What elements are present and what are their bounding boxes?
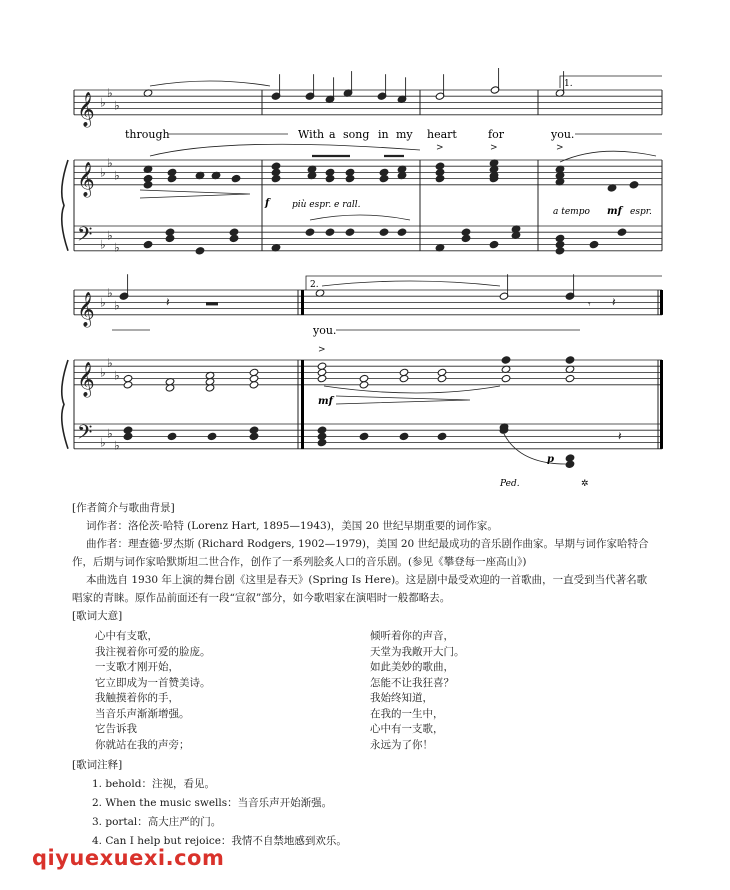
notehead	[249, 381, 259, 389]
treble-clef-icon: 𝄞	[77, 361, 95, 397]
section-header-meaning: [歌词大意]	[72, 610, 123, 622]
meaning-line: 怎能不让我狂喜？	[370, 676, 454, 689]
notehead	[379, 228, 389, 236]
half-rest	[206, 302, 218, 305]
heavy-barline	[301, 290, 304, 315]
notehead	[231, 174, 241, 182]
paragraph-line: 唱家的青睐。原作品前面还有一段“宣叙”部分，如今歌唱家在演唱时一般都略去。	[72, 592, 451, 604]
notehead	[629, 181, 639, 189]
notehead	[195, 247, 205, 255]
notehead	[305, 228, 315, 236]
meaning-line: 心中有一支歌，	[370, 723, 444, 735]
lyric-word: for	[488, 128, 504, 141]
meaning-line: 在我的一生中，	[370, 707, 444, 720]
crescendo-hairpin	[336, 396, 470, 404]
meaning-line: 我注视着你可爱的脸庞。	[95, 645, 211, 658]
notehead	[555, 247, 565, 255]
flat-icon: ♭	[100, 435, 106, 450]
final-barline	[660, 290, 663, 315]
meaning-line: 天堂为我敞开大门。	[370, 645, 465, 658]
notehead	[317, 374, 327, 382]
note-line: 3. portal：高大庄严的门。	[92, 816, 222, 828]
section-header-notes: [歌词注释]	[72, 759, 123, 771]
meaning-line: 倾听着你的声音，	[370, 630, 454, 642]
notehead	[489, 240, 499, 248]
dynamic-p: p	[547, 454, 554, 465]
meaning-line: 心中有支歌，	[95, 630, 158, 642]
lyric-word: you.	[551, 128, 575, 141]
dynamic-mf: mf	[318, 396, 333, 407]
slur-arc	[150, 144, 420, 156]
lyric-word: heart	[427, 128, 457, 141]
meaning-line: 一支歌才刚开始，	[95, 661, 179, 673]
paragraph-line: 曲作者：理查德·罗杰斯 (Richard Rodgers, 1902—1979)，美国 20 世纪最成功的音乐剧作曲家。早期与词作家哈特合	[86, 538, 649, 550]
notehead	[359, 432, 369, 440]
notehead	[167, 174, 177, 182]
accent-mark: >	[436, 143, 444, 153]
notehead	[565, 356, 575, 364]
meaning-left-column	[95, 628, 211, 752]
slur-arc	[324, 386, 500, 393]
notehead	[435, 174, 445, 182]
notehead	[565, 460, 575, 468]
notehead	[123, 381, 133, 389]
bass-clef-icon: 𝄢	[77, 222, 93, 251]
treble-clef-icon: 𝄞	[77, 291, 95, 327]
heavy-barline	[301, 360, 304, 449]
notehead	[589, 240, 599, 248]
flat-icon: ♭	[114, 438, 120, 453]
piano-brace	[62, 160, 68, 251]
meaning-line: 如此美妙的歌曲，	[370, 661, 454, 673]
flat-icon: ♭	[107, 156, 113, 171]
lyric-word: you.	[313, 324, 337, 337]
notehead	[379, 174, 389, 182]
section-header-author: [作者简介与歌曲背景]	[72, 502, 175, 514]
meaning-line: 当音乐声渐渐增强。	[95, 707, 190, 720]
flat-icon: ♭	[114, 98, 120, 113]
quarter-rest-icon: 𝄽	[166, 295, 170, 310]
final-barline	[660, 360, 663, 449]
flat-icon: ♭	[114, 240, 120, 255]
dynamic-f: f	[265, 198, 270, 209]
notehead	[271, 174, 281, 182]
flat-icon: ♭	[107, 228, 113, 243]
accent-mark: >	[490, 143, 498, 153]
notehead	[229, 234, 239, 242]
notehead	[165, 234, 175, 242]
notehead	[501, 374, 511, 382]
expression-espr: espr.	[630, 207, 652, 217]
lyric-word: song	[343, 128, 370, 141]
notehead	[317, 438, 327, 446]
notehead	[345, 174, 355, 182]
meaning-line: 它告诉我	[95, 723, 137, 735]
meaning-line: 永远为了你！	[370, 738, 433, 751]
dynamic-mf: mf	[607, 206, 622, 217]
eighth-rest-icon: 𝄾	[588, 299, 591, 311]
tie-arc	[322, 281, 500, 286]
tie-arc	[150, 81, 270, 86]
notehead	[461, 234, 471, 242]
flat-icon: ♭	[100, 365, 106, 380]
site-watermark: qiyuexuexi.com	[32, 846, 225, 870]
notehead	[397, 228, 407, 236]
expression-piu: più espr. e rall.	[292, 200, 361, 210]
notehead	[437, 432, 447, 440]
accent-mark: >	[556, 143, 564, 153]
lyric-word: With	[298, 128, 325, 141]
meaning-line: 你就站在我的声旁；	[95, 738, 190, 751]
notehead	[325, 174, 335, 182]
lyric-word: in	[378, 128, 389, 141]
notehead	[437, 374, 447, 382]
notehead	[123, 432, 133, 440]
bass-clef-icon: 𝄢	[77, 420, 93, 449]
lyric-word: a	[329, 128, 336, 141]
notehead	[359, 381, 369, 389]
flat-icon: ♭	[100, 165, 106, 180]
flat-icon: ♭	[107, 426, 113, 441]
notehead	[399, 432, 409, 440]
piano-brace	[62, 360, 68, 449]
flat-icon: ♭	[100, 95, 106, 110]
treble-clef-icon: 𝄞	[77, 91, 95, 127]
notehead	[167, 432, 177, 440]
flat-icon: ♭	[107, 286, 113, 301]
lyric-word: through	[125, 128, 170, 141]
notehead	[143, 181, 153, 189]
meaning-line: 我始终知道，	[370, 692, 433, 704]
note-line: 1. behold：注视，看见。	[92, 778, 215, 790]
notehead	[565, 374, 575, 382]
flat-icon: ♭	[100, 295, 106, 310]
lyrics-row-1	[125, 128, 574, 141]
notehead	[617, 228, 627, 236]
accent-mark: >	[318, 345, 326, 355]
meaning-line: 我触摸着你的手，	[95, 692, 179, 704]
pedal-release-mark: ✲	[581, 479, 589, 489]
notehead	[207, 432, 217, 440]
flat-icon: ♭	[114, 168, 120, 183]
paragraph-line: 作，后期与词作家哈默斯坦二世合作，创作了一系列脍炙人口的音乐剧。(参见《攀登每一座高山》)	[72, 556, 527, 568]
notehead	[143, 240, 153, 248]
expression-a-tempo: a tempo	[553, 207, 590, 217]
flat-icon: ♭	[114, 298, 120, 313]
notehead	[345, 228, 355, 236]
meaning-line: 它立即成为一首赞美诗。	[95, 676, 211, 689]
lyrics-row-2	[312, 324, 336, 337]
notehead	[399, 374, 409, 382]
flat-icon: ♭	[107, 356, 113, 371]
note-line: 4. Can I help but rejoice：我情不自禁地感到欢乐。	[92, 835, 347, 847]
notehead	[501, 356, 511, 364]
notehead	[249, 432, 259, 440]
quarter-rest-icon: 𝄽	[612, 295, 616, 310]
crescendo-hairpin	[140, 190, 250, 198]
treble-clef-icon: 𝄞	[77, 161, 95, 197]
volta-1	[560, 76, 662, 89]
volta-1-label: 1.	[564, 79, 573, 89]
notehead	[325, 228, 335, 236]
flat-icon: ♭	[100, 237, 106, 252]
note-line: 2. When the music swells：当音乐声开始渐强。	[92, 797, 333, 809]
slur-arc	[310, 215, 410, 220]
lyric-word: my	[396, 128, 413, 141]
volta-2-label: 2.	[310, 280, 319, 290]
meaning-right-column	[370, 628, 465, 752]
flat-icon: ♭	[107, 86, 113, 101]
paragraph-line: 本曲选自 1930 年上演的舞台剧《这里是春天》(Spring Is Here)。这是剧中最受欢迎的一首歌曲，一直受到当代著名歌	[86, 574, 648, 586]
quarter-rest-icon: 𝄽	[618, 429, 622, 444]
flat-icon: ♭	[114, 368, 120, 383]
pedal-mark: Ped.	[500, 479, 520, 489]
paragraph-line: 词作者：洛伦茨·哈特 (Lorenz Hart, 1895—1943)，美国 20 世纪早期重要的词作家。	[86, 520, 498, 532]
